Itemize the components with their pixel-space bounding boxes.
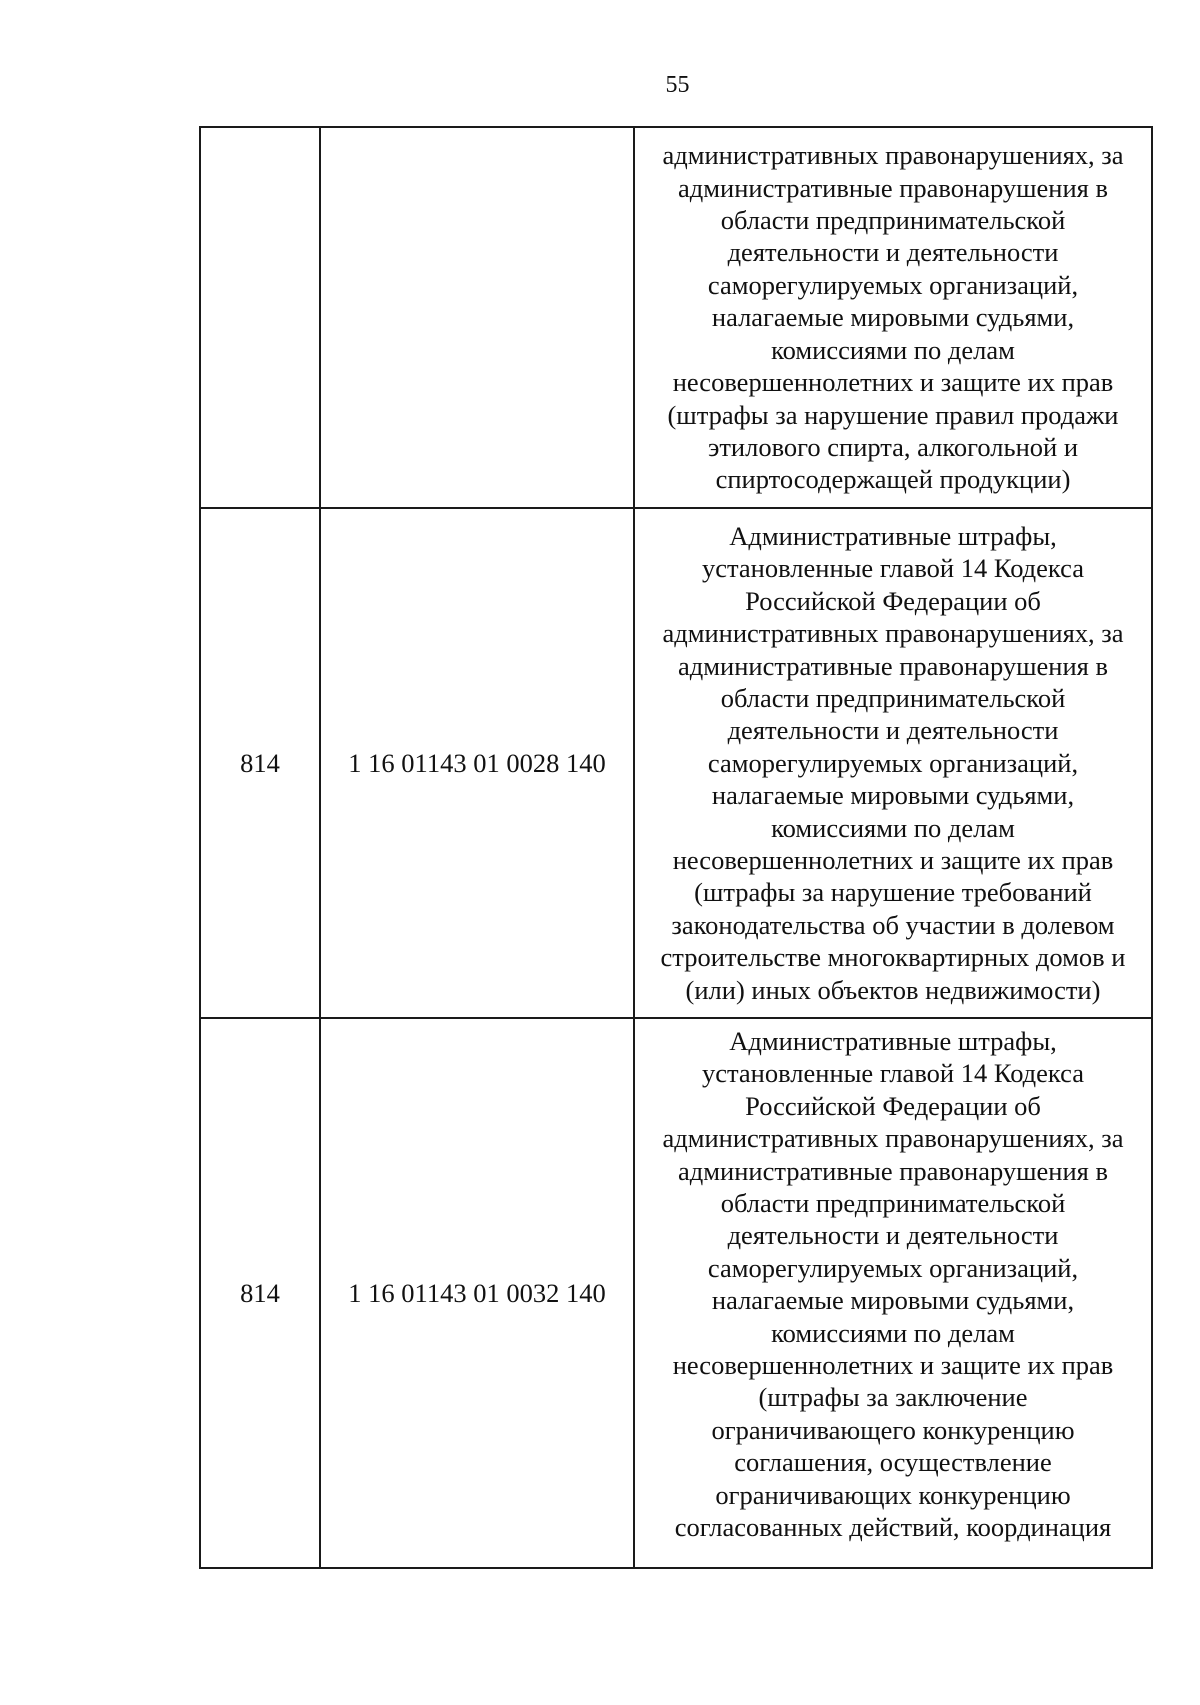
admin-code-cell: 814 — [200, 1018, 320, 1568]
page-number: 55 — [665, 72, 690, 98]
kbk-code-cell — [320, 127, 634, 508]
revenue-name-cell — [634, 127, 1152, 508]
revenue-name-cell — [634, 1018, 1152, 1568]
table-row — [200, 1018, 1152, 1568]
table-row — [200, 127, 1152, 508]
table-row — [200, 508, 1152, 1018]
kbk-code-cell: 1 16 01143 01 0032 140 — [320, 1018, 634, 1568]
admin-code-cell: 814 — [200, 508, 320, 1018]
kbk-code-cell: 1 16 01143 01 0028 140 — [320, 508, 634, 1018]
revenue-name-text: Административные штрафы, установленные главой 14 Кодекса Российской Федерации об административных правонарушениях, за административные правонарушения в области предпринимательской деятельности и деятельности саморегулируемых организаций, налагаемые мировыми судьями, комиссиями по делам несовершеннолетних и защите их прав (штрафы за нарушение требований законодательства об участии в долевом строительстве многоквартирных домов и (или) иных объектов недвижимости) — [660, 520, 1126, 1005]
revenue-name-text: Административные штрафы, установленные главой 14 Кодекса Российской Федерации об административных правонарушениях, за административные правонарушения в области предпринимательской деятельности и деятельности саморегулируемых организаций, налагаемые мировыми судьями, комиссиями по делам несовершеннолетних и защите их прав (штрафы за заключение ограничивающего конкуренцию соглашения, осуществление ограничивающих конкуренцию согласованных действий, координация — [662, 1026, 1124, 1543]
revenue-name-cell — [634, 508, 1152, 1018]
admin-code-cell — [200, 127, 320, 508]
revenue-codes-table — [199, 126, 1153, 1569]
revenue-name-text: административных правонарушениях, за административные правонарушения в области предпринимательской деятельности и деятельности саморегулируемых организаций, налагаемые мировыми судьями, комиссиями по делам несовершеннолетних и защите их прав (штрафы за нарушение правил продажи этилового спирта, алкогольной и спиртосодержащей продукции) — [662, 140, 1124, 495]
